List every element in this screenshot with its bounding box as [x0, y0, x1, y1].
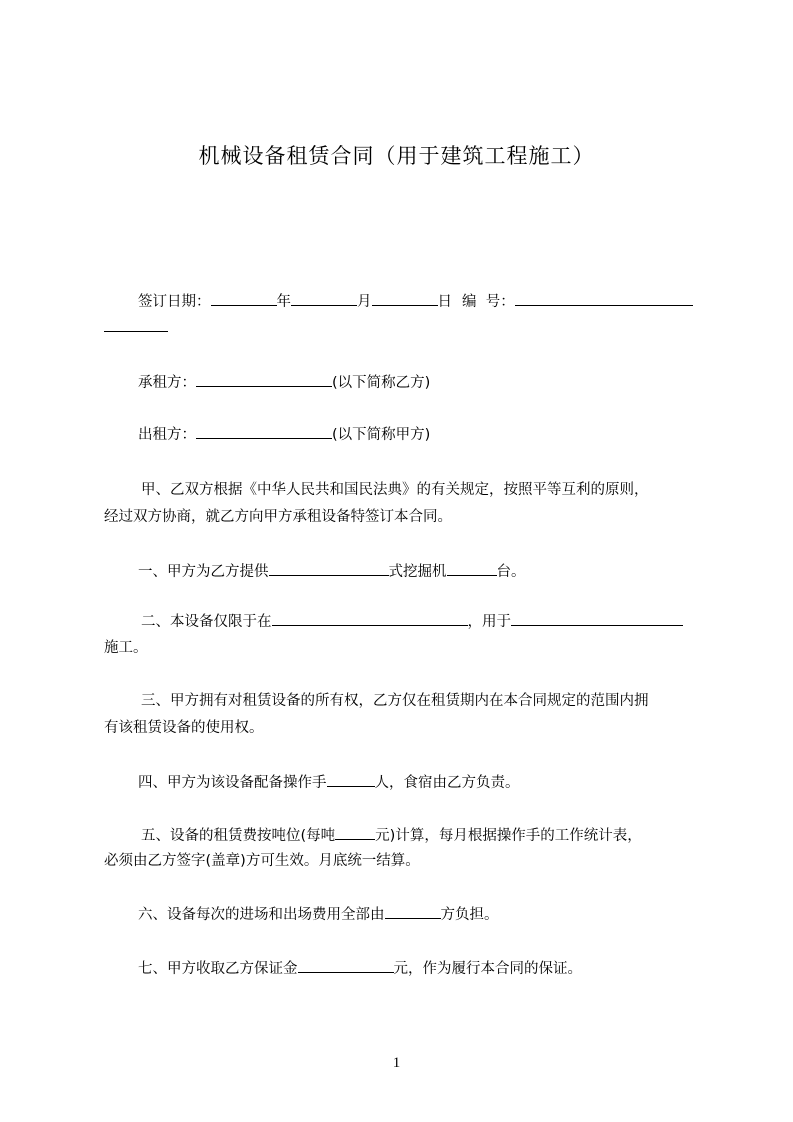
fee-party-blank[interactable]: [385, 904, 441, 919]
clause-4: [138, 772, 520, 793]
clause-5-line-2: 必须由乙方签字(盖章)方可生效。月底统一结算。: [104, 853, 420, 869]
clause-2-line-2: 施工。: [104, 640, 148, 656]
clause-7-prefix: 七、甲方收取乙方保证金: [138, 961, 298, 977]
location-blank[interactable]: [272, 611, 468, 626]
number-label: 编 号：: [462, 294, 515, 310]
deposit-amount-blank[interactable]: [298, 958, 394, 973]
intro-line-1: 甲、乙双方根据《中华人民共和国民法典》的有关规定，按照平等互利的原则，: [141, 482, 649, 498]
day-label: 日: [437, 294, 452, 310]
year-label: 年: [276, 294, 291, 310]
clause-1-mid: 式挖掘机: [388, 564, 447, 580]
sign-date-label: 签订日期：: [138, 294, 211, 310]
year-blank[interactable]: [211, 291, 277, 306]
clause-7-suffix: 元，作为履行本合同的保证。: [393, 961, 582, 977]
excavator-type-blank[interactable]: [269, 561, 389, 576]
day-blank[interactable]: [372, 291, 438, 306]
operator-count-blank[interactable]: [327, 772, 375, 787]
usage-blank[interactable]: [511, 611, 683, 626]
rate-per-ton-blank[interactable]: [335, 825, 375, 840]
clause-5-prefix: 五、设备的租赁费按吨位(每吨: [141, 828, 336, 844]
lessee-label: 承租方：: [138, 375, 196, 391]
lessee-blank[interactable]: [196, 372, 332, 387]
lessor-suffix: (以下简称甲方): [332, 427, 431, 443]
clause-1-suffix: 台。: [496, 564, 526, 580]
clause-4-suffix: 人，食宿由乙方负责。: [374, 775, 520, 791]
clause-2: [141, 611, 683, 632]
lessor-line: [138, 424, 430, 445]
sign-number-continuation: [104, 317, 168, 338]
clause-7: [138, 958, 582, 979]
lessor-label: 出租方：: [138, 427, 196, 443]
sign-date-line: [138, 291, 693, 312]
clause-6-prefix: 六、设备每次的进场和出场费用全部由: [138, 907, 385, 923]
excavator-count-blank[interactable]: [447, 561, 497, 576]
contract-number-blank[interactable]: [515, 291, 693, 306]
clause-5: [141, 825, 642, 846]
clause-2-prefix: 二、本设备仅限于在: [141, 614, 272, 630]
lessee-suffix: (以下简称乙方): [332, 375, 431, 391]
clause-3-line-2: 有该租赁设备的使用权。: [104, 720, 264, 736]
clause-6-suffix: 方负担。: [440, 907, 499, 923]
clause-1: [138, 561, 526, 582]
document-title: 机械设备租赁合同（用于建筑工程施工）: [198, 144, 595, 168]
clause-6: [138, 904, 499, 925]
clause-2-mid: ，用于: [467, 614, 511, 630]
month-blank[interactable]: [291, 291, 357, 306]
contract-number-blank-continued[interactable]: [104, 317, 168, 332]
intro-line-2: 经过双方协商，就乙方向甲方承租设备特签订本合同。: [104, 509, 452, 525]
clause-3-line-1: 三、甲方拥有对租赁设备的所有权，乙方仅在租赁期内在本合同规定的范围内拥: [141, 693, 649, 709]
lessor-blank[interactable]: [196, 424, 332, 439]
month-label: 月: [357, 294, 372, 310]
page-number: 1: [392, 1055, 401, 1071]
clause-1-prefix: 一、甲方为乙方提供: [138, 564, 269, 580]
clause-4-prefix: 四、甲方为该设备配备操作手: [138, 775, 327, 791]
lessee-line: [138, 372, 430, 393]
clause-5-suffix: 元)计算，每月根据操作手的工作统计表，: [375, 828, 642, 844]
